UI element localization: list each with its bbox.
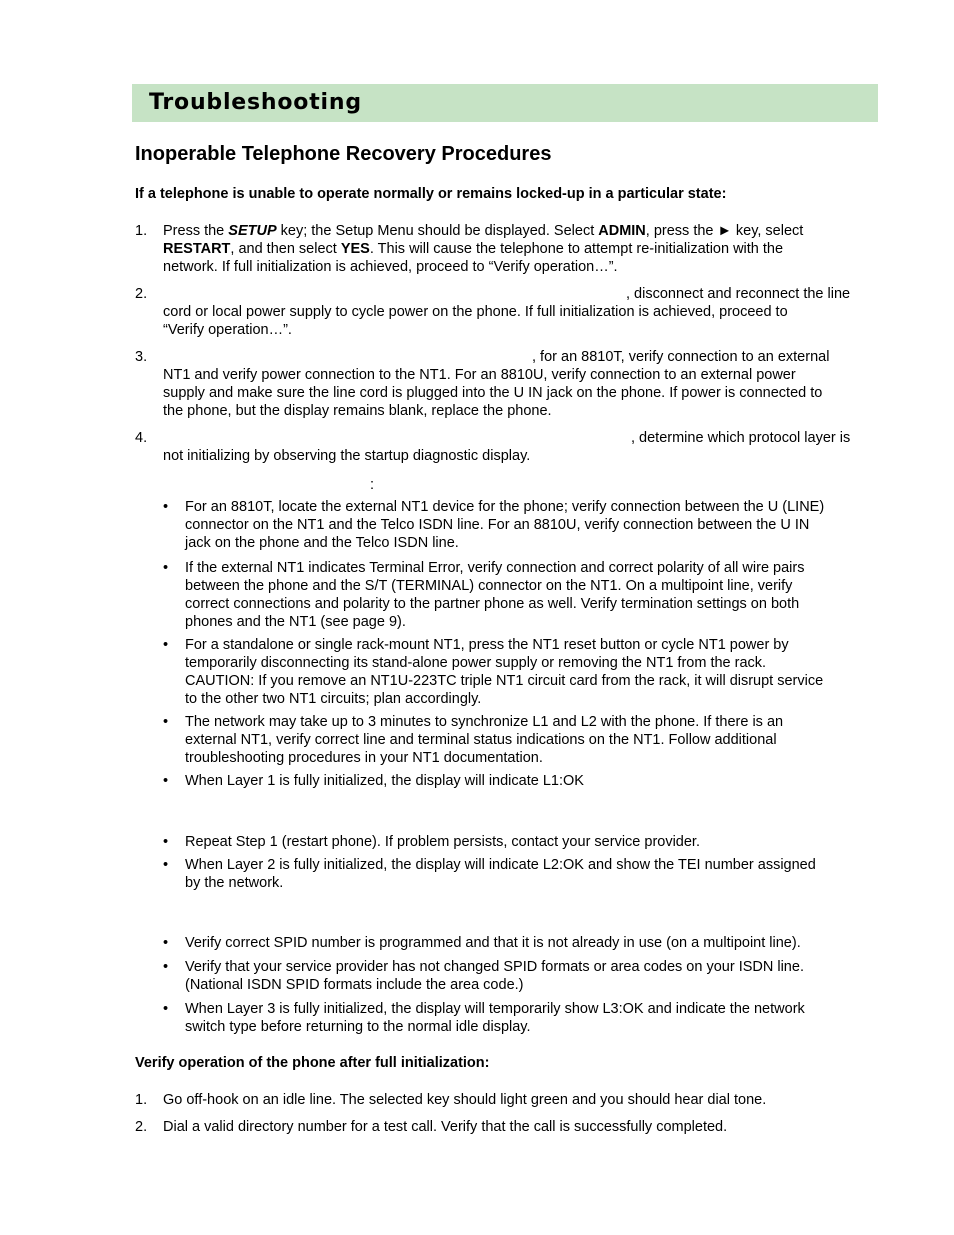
- verify-heading: Verify operation of the phone after full initialization:: [135, 1055, 490, 1071]
- step-text: Press the: [163, 223, 229, 239]
- restart-label: RESTART: [163, 241, 231, 257]
- line: Verify that your service provider has not changed SPID formats or area codes on your ISDN line.: [185, 959, 804, 975]
- step-4-first-line: , determine which protocol layer is: [631, 430, 851, 446]
- line: temporarily disconnecting its stand-alone power supply or removing the NT1 from the rack.: [185, 655, 767, 671]
- list-item: [185, 833, 877, 851]
- line: jack on the phone and the Telco ISDN line.: [185, 535, 459, 551]
- setup-key-label: SETUP: [228, 223, 277, 239]
- line: correct connections and polarity to the partner phone as well. Verify termination settings on both: [185, 596, 800, 612]
- bullet-icon: •: [163, 637, 169, 653]
- bullet-icon: •: [163, 959, 169, 975]
- bullet-icon: •: [163, 857, 169, 873]
- bullet-icon: •: [163, 773, 169, 789]
- list-item: [185, 559, 877, 631]
- bullet-icon: •: [163, 560, 169, 576]
- step-2-text: [163, 303, 875, 339]
- line: switch type before returning to the normal idle display.: [185, 1019, 531, 1035]
- step-text: . This will cause the telephone to attempt re-initialization with the: [369, 241, 784, 257]
- list-item: [185, 934, 877, 952]
- line: troubleshooting procedures in your NT1 documentation.: [185, 750, 543, 766]
- step-text: cord or local power supply to cycle power on the phone. If full initialization is achieved, proceed to: [163, 304, 788, 320]
- step-text: network. If full initialization is achieved, proceed to “Verify operation…”.: [163, 259, 618, 275]
- line: When Layer 2 is fully initialized, the display will indicate L2:OK and show the TEI number assigned: [185, 857, 816, 873]
- line: Repeat Step 1 (restart phone). If problem persists, contact your service provider.: [185, 834, 700, 850]
- step-text: supply and make sure the line cord is plugged into the U IN jack on the phone. If power is connected to: [163, 385, 823, 401]
- colon-mark: :: [370, 477, 375, 493]
- admin-label: ADMIN: [598, 223, 646, 239]
- line: phones and the NT1 (see page 9).: [185, 614, 406, 630]
- list-item: [185, 856, 877, 892]
- bullet-icon: •: [163, 714, 169, 730]
- bullet-icon: •: [163, 499, 169, 515]
- line: external NT1, verify correct line and terminal status indications on the NT1. Follow additional: [185, 732, 777, 748]
- line: Verify correct SPID number is programmed and that it is not already in use (on a multipoint line).: [185, 935, 801, 951]
- section-title: Troubleshooting: [149, 90, 362, 115]
- step-text: key; the Setup Menu should be displayed. Select: [276, 223, 599, 239]
- line: When Layer 3 is fully initialized, the display will temporarily show L3:OK and indicate the network: [185, 1001, 805, 1017]
- line: by the network.: [185, 875, 284, 891]
- bullet-icon: •: [163, 1001, 169, 1017]
- list-item: [185, 772, 877, 790]
- line: The network may take up to 3 minutes to synchronize L1 and L2 with the phone. If there is an: [185, 714, 784, 730]
- line: If the external NT1 indicates Terminal Error, verify connection and correct polarity of all wire pairs: [185, 560, 805, 576]
- yes-label: YES: [340, 241, 370, 257]
- verify-step-text: Dial a valid directory number for a test call. Verify that the call is successfully completed.: [163, 1119, 728, 1135]
- line: When Layer 1 is fully initialized, the display will indicate L1:OK: [185, 773, 584, 789]
- step-1-text: [163, 222, 875, 276]
- list-item: [185, 713, 877, 767]
- step-text: NT1 and verify power connection to the NT1. For an 8810U, verify connection to an external power: [163, 367, 796, 383]
- line: (National ISDN SPID formats include the area code.): [185, 977, 524, 993]
- line: connector on the NT1 and the Telco ISDN line. For an 8810U, verify connection between the U IN: [185, 517, 810, 533]
- bullet-icon: •: [163, 935, 169, 951]
- step-text: the phone, but the display remains blank, replace the phone.: [163, 403, 552, 419]
- step-number: 2.: [135, 286, 148, 302]
- list-item: [185, 498, 877, 552]
- step-number: 3.: [135, 349, 148, 365]
- intro-text: If a telephone is unable to operate normally or remains locked-up in a particular state:: [135, 186, 727, 202]
- line: to the other two NT1 circuits; plan accordingly.: [185, 691, 482, 707]
- step-number: 2.: [135, 1119, 148, 1135]
- line: For a standalone or single rack-mount NT1, press the NT1 reset button or cycle NT1 power by: [185, 637, 789, 653]
- page-heading: Inoperable Telephone Recovery Procedures: [135, 143, 552, 165]
- step-number: 4.: [135, 430, 148, 446]
- line: between the phone and the S/T (TERMINAL) connector on the NT1. On a multipoint line, verify: [185, 578, 793, 594]
- step-text: , press the ► key, select: [645, 223, 804, 239]
- list-item: [185, 958, 877, 994]
- step-3-first-line: , for an 8810T, verify connection to an external: [532, 349, 830, 365]
- line: For an 8810T, locate the external NT1 device for the phone; verify connection between the U (LINE): [185, 499, 825, 515]
- line: CAUTION: If you remove an NT1U-223TC triple NT1 circuit card from the rack, it will disrupt service: [185, 673, 824, 689]
- step-2-first-line: , disconnect and reconnect the line: [626, 286, 851, 302]
- step-3-text: [163, 366, 875, 420]
- bullet-icon: •: [163, 834, 169, 850]
- verify-step-text: Go off-hook on an idle line. The selected key should light green and you should hear dial tone.: [163, 1092, 767, 1108]
- step-number: 1.: [135, 1092, 148, 1108]
- step-text: “Verify operation…”.: [163, 322, 292, 338]
- step-number: 1.: [135, 223, 148, 239]
- step-4-text: not initializing by observing the startup diagnostic display.: [163, 448, 531, 464]
- list-item: [185, 1000, 877, 1036]
- list-item: [185, 636, 877, 708]
- section-banner: [132, 84, 878, 122]
- step-text: , and then select: [230, 241, 341, 257]
